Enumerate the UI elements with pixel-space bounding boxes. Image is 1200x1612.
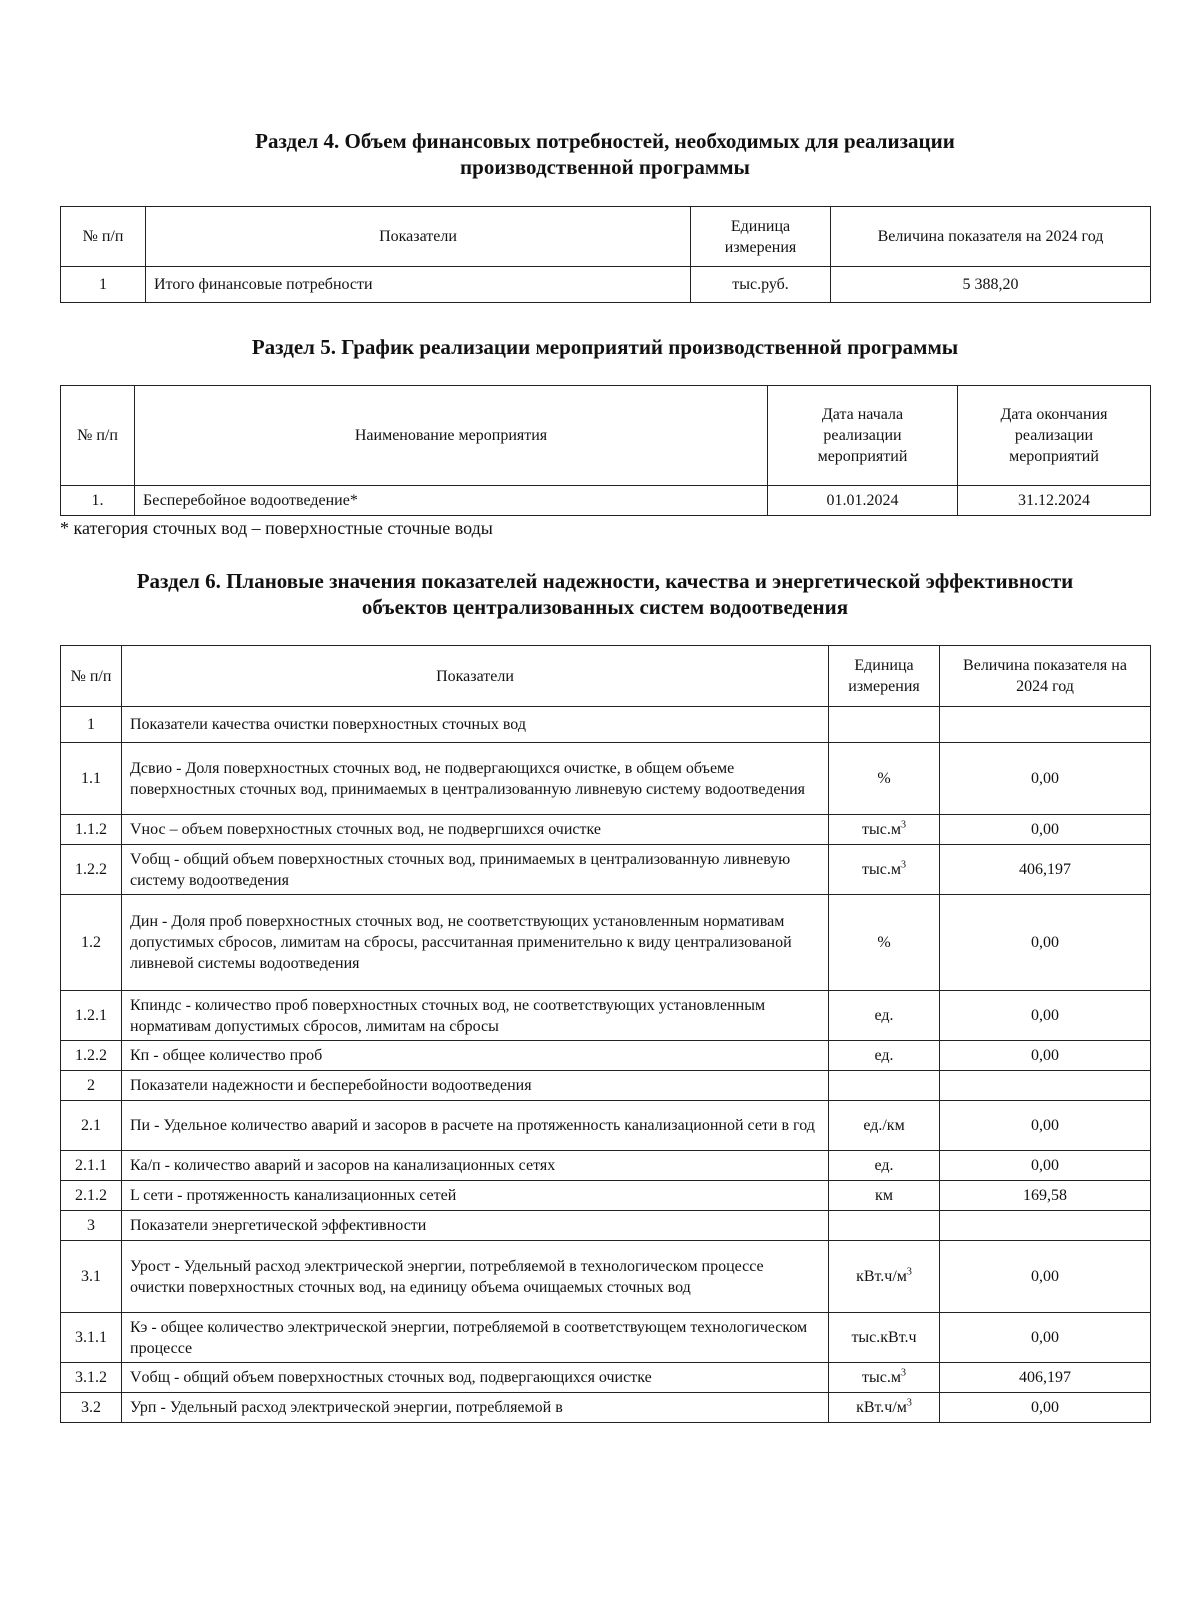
- row-value: 0,00: [940, 991, 1151, 1041]
- section4-title-line2: производственной программы: [460, 155, 750, 179]
- row-value: 0,00: [940, 1313, 1151, 1363]
- row-num: 3: [61, 1211, 122, 1241]
- row-unit: [829, 1071, 940, 1101]
- header-unit: Единица измерения: [829, 646, 940, 707]
- row-num: 1: [61, 267, 146, 303]
- table-row: [61, 815, 1151, 845]
- row-num: 2.1.1: [61, 1151, 122, 1181]
- row-value: 0,00: [940, 895, 1151, 991]
- row-value: 406,197: [940, 845, 1151, 895]
- row-name: Пи - Удельное количество аварий и засоров в расчете на протяженность канализационной сети в год: [122, 1101, 829, 1151]
- row-value: 0,00: [940, 1101, 1151, 1151]
- row-unit: [829, 1041, 940, 1071]
- section6-table: [60, 645, 1151, 1423]
- row-num: 3.1.1: [61, 1313, 122, 1363]
- unit-text: ед./км: [863, 1117, 905, 1134]
- row-num: 2.1: [61, 1101, 122, 1151]
- row-name: Дсвио - Доля поверхностных сточных вод, не подвергающихся очистке, в общем объеме поверхностных сточных вод, принимаемых в централизованную ливневую систему водоотведения: [122, 743, 829, 815]
- row-unit: [829, 991, 940, 1041]
- row-unit: [829, 815, 940, 845]
- table-row: [61, 1041, 1151, 1071]
- row-name: Бесперебойное водоотведение*: [135, 486, 768, 516]
- row-unit: [829, 743, 940, 815]
- row-value: 0,00: [940, 1393, 1151, 1423]
- row-name: L сети - протяженность канализационных сетей: [122, 1181, 829, 1211]
- unit-superscript: 3: [900, 819, 906, 831]
- unit-text: тыс.м: [862, 861, 901, 878]
- header-num: № п/п: [61, 207, 146, 267]
- unit-text: %: [877, 770, 891, 787]
- table-row: [61, 486, 1151, 516]
- header-value: Величина показателя на 2024 год: [940, 646, 1151, 707]
- unit-superscript: 3: [900, 859, 906, 871]
- row-name: Показатели надежности и бесперебойности водоотведения: [122, 1071, 829, 1101]
- unit-text: %: [877, 934, 891, 951]
- unit-superscript: 3: [906, 1266, 912, 1278]
- table-row: [61, 895, 1151, 991]
- row-name: Урп - Удельный расход электрической энергии, потребляемой в: [122, 1393, 829, 1423]
- row-name: Итого финансовые потребности: [146, 267, 691, 303]
- table-header-row: [61, 207, 1151, 267]
- unit-text: ед.: [874, 1047, 894, 1064]
- row-num: 1.1: [61, 743, 122, 815]
- row-unit: [829, 845, 940, 895]
- row-start: 01.01.2024: [768, 486, 958, 516]
- row-num: 1.2.1: [61, 991, 122, 1041]
- row-name: Ка/п - количество аварий и засоров на канализационных сетях: [122, 1151, 829, 1181]
- row-name: Vнос – объем поверхностных сточных вод, не подвергшихся очистке: [122, 815, 829, 845]
- table-row: [61, 1313, 1151, 1363]
- table-row: [61, 267, 1151, 303]
- row-num: 1.: [61, 486, 135, 516]
- row-name: Показатели качества очистки поверхностных сточных вод: [122, 707, 829, 743]
- unit-text: км: [875, 1187, 893, 1204]
- table-row: [61, 1211, 1151, 1241]
- row-num: 3.2: [61, 1393, 122, 1423]
- unit-text: тыс.м: [862, 821, 901, 838]
- table-row: [61, 1071, 1151, 1101]
- row-unit: [829, 1393, 940, 1423]
- row-num: 1.1.2: [61, 815, 122, 845]
- unit-text: кВт.ч/м: [856, 1268, 907, 1285]
- header-num: № п/п: [61, 646, 122, 707]
- row-num: 3.1: [61, 1241, 122, 1313]
- row-value: [940, 1071, 1151, 1101]
- row-num: 3.1.2: [61, 1363, 122, 1393]
- table-row: [61, 991, 1151, 1041]
- row-name: Урост - Удельный расход электрической энергии, потребляемой в технологическом процессе очистки поверхностных сточных вод, на единицу объема очищаемых сточных вод: [122, 1241, 829, 1313]
- row-unit: тыс.руб.: [691, 267, 831, 303]
- row-value: 0,00: [940, 1041, 1151, 1071]
- unit-text: тыс.кВт.ч: [851, 1329, 917, 1346]
- table-row: [61, 1241, 1151, 1313]
- row-unit: [829, 1211, 940, 1241]
- row-num: 2.1.2: [61, 1181, 122, 1211]
- row-value: [940, 1211, 1151, 1241]
- section6-title-line2: объектов централизованных систем водоотведения: [361, 595, 849, 619]
- row-name: Дин - Доля проб поверхностных сточных вод, не соответствующих установленным нормативам допустимых сбросов, лимитам на сбросы, рассчитанная применительно к виду централизованой ливневой системы водоотведения: [122, 895, 829, 991]
- table-row: [61, 1151, 1151, 1181]
- table-row: [61, 1363, 1151, 1393]
- table-row: [61, 845, 1151, 895]
- row-unit: [829, 1363, 940, 1393]
- table-header-row: [61, 386, 1151, 486]
- unit-text: ед.: [874, 1157, 894, 1174]
- row-value: 406,197: [940, 1363, 1151, 1393]
- row-unit: [829, 1241, 940, 1313]
- table-row: [61, 1101, 1151, 1151]
- row-value: 169,58: [940, 1181, 1151, 1211]
- row-value: 0,00: [940, 1151, 1151, 1181]
- row-name: Кэ - общее количество электрической энергии, потребляемой в соответствующем технологическом процессе: [122, 1313, 829, 1363]
- row-name: Vобщ - общий объем поверхностных сточных вод, принимаемых в централизованную ливневую систему водоотведения: [122, 845, 829, 895]
- header-indicator: Показатели: [146, 207, 691, 267]
- table-row: [61, 1393, 1151, 1423]
- row-unit: [829, 895, 940, 991]
- unit-superscript: 3: [906, 1397, 912, 1409]
- section5-footnote: * категория сточных вод – поверхностные сточные воды: [60, 518, 493, 538]
- table-row: [61, 707, 1151, 743]
- row-name: Кпиндс - количество проб поверхностных сточных вод, не соответствующих установленным нормативам допустимых сбросов, лимитам на сбросы: [122, 991, 829, 1041]
- row-unit: [829, 707, 940, 743]
- section5-table: [60, 385, 1151, 516]
- row-num: 2: [61, 1071, 122, 1101]
- table-row: [61, 743, 1151, 815]
- row-unit: [829, 1181, 940, 1211]
- section4-title: [60, 128, 1150, 180]
- row-value: [940, 707, 1151, 743]
- section4-table: [60, 206, 1151, 303]
- header-value: Величина показателя на 2024 год: [831, 207, 1151, 267]
- row-unit: [829, 1151, 940, 1181]
- section6-title: [40, 568, 1170, 620]
- unit-text: тыс.м: [862, 1369, 901, 1386]
- row-unit: [829, 1101, 940, 1151]
- row-num: 1.2.2: [61, 845, 122, 895]
- row-name: Vобщ - общий объем поверхностных сточных вод, подвергающихся очистке: [122, 1363, 829, 1393]
- table-header-row: [61, 646, 1151, 707]
- row-value: 0,00: [940, 743, 1151, 815]
- header-start-date: Дата начала реализации мероприятий: [768, 386, 958, 486]
- unit-superscript: 3: [900, 1367, 906, 1379]
- unit-text: ед.: [874, 1007, 894, 1024]
- row-value: 0,00: [940, 1241, 1151, 1313]
- row-name: Показатели энергетической эффективности: [122, 1211, 829, 1241]
- section4-title-line1: Раздел 4. Объем финансовых потребностей, необходимых для реализации: [255, 129, 955, 153]
- row-value: 0,00: [940, 815, 1151, 845]
- header-unit: Единица измерения: [691, 207, 831, 267]
- row-num: 1: [61, 707, 122, 743]
- row-num: 1.2.2: [61, 1041, 122, 1071]
- header-indicator: Показатели: [122, 646, 829, 707]
- row-end: 31.12.2024: [958, 486, 1151, 516]
- header-end-date: Дата окончания реализации мероприятий: [958, 386, 1151, 486]
- row-num: 1.2: [61, 895, 122, 991]
- table-row: [61, 1181, 1151, 1211]
- row-unit: [829, 1313, 940, 1363]
- section5-title: Раздел 5. График реализации мероприятий производственной программы: [251, 335, 959, 359]
- header-num: № п/п: [61, 386, 135, 486]
- unit-text: кВт.ч/м: [856, 1399, 907, 1416]
- section6-title-line1: Раздел 6. Плановые значения показателей надежности, качества и энергетической эффективности: [136, 569, 1074, 593]
- header-event-name: Наименование мероприятия: [135, 386, 768, 486]
- row-value: 5 388,20: [831, 267, 1151, 303]
- row-name: Кп - общее количество проб: [122, 1041, 829, 1071]
